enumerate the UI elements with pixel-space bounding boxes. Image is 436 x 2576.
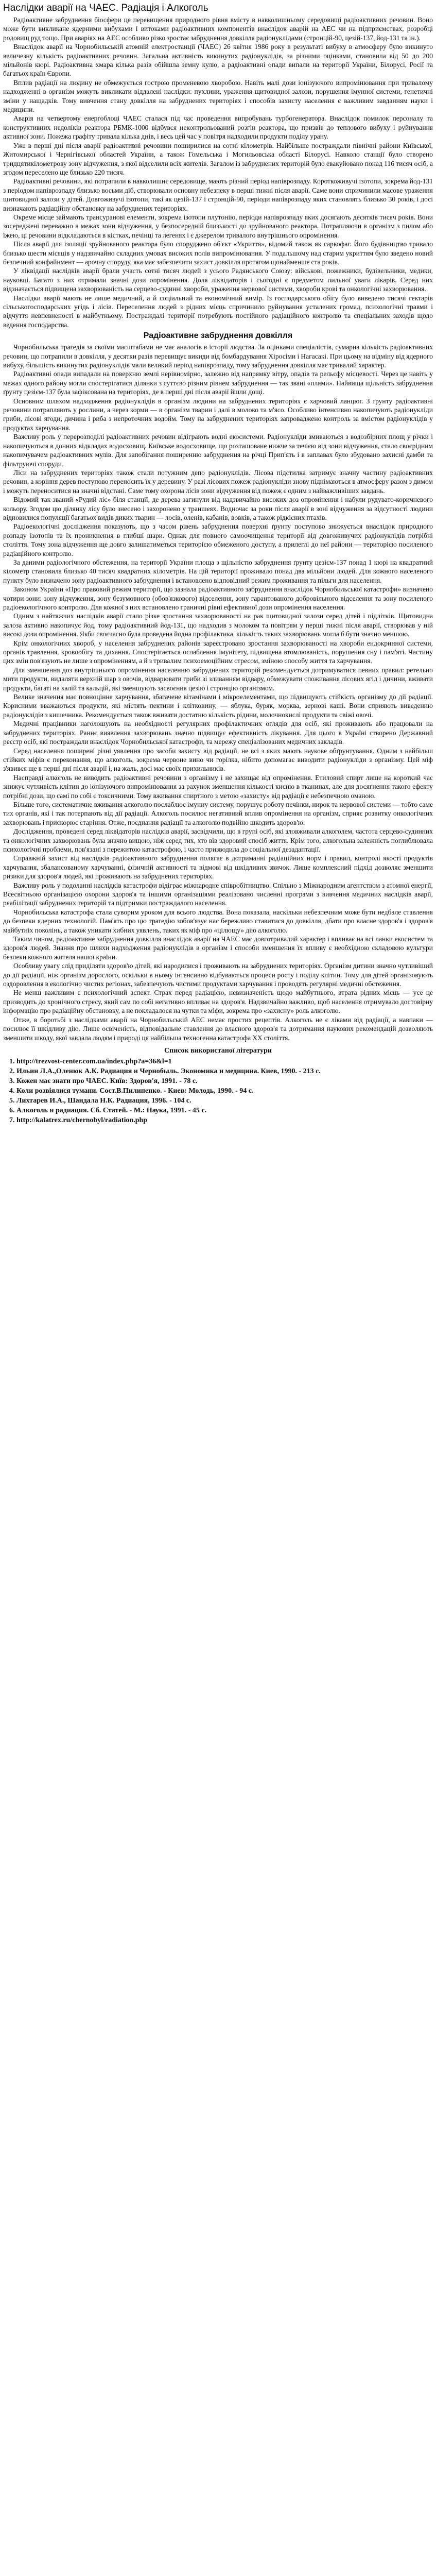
body-paragraph: Медичні працівники наголошують на необхідності регулярних профілактичних оглядів для осіб, які проживають або працювали на забруднених територіях. Раннє виявлення захворювань значно підвищує ефективність лікування. Для цього в Україні створено Державний реєстр осіб, які постраждали внаслідок Чорнобильської катастрофи, та мережу спеціалізованих медичних закладів. [3, 720, 433, 746]
body-paragraph: Радіоактивні опади випадали на поверхню землі нерівномірно, залежно від напрямку вітру, опадів та рельєфу місцевості. Через це навіть у межах одного району могли спостерігатися ділянки з суттєво різним рівнем забруднення — так звані «плями». Найвища щільність забруднення ґрунту цезієм-137 була зафіксована на територіях, де в перші дні після аварії йшли дощі. [3, 370, 433, 396]
body-paragraph: Дослідження, проведені серед ліквідаторів наслідків аварії, засвідчили, що в групі осіб, які зловживали алкоголем, частота серцево-судинних та онкологічних захворювань була значно вищою, ніж серед тих, хто вів здоровий спосіб життя. Крім того, алкогольна залежність поглиблювала психологічні проблеми, пов'язані з пережитою катастрофою, і часто призводила до соціальної дезадаптації. [3, 827, 433, 853]
intro-paragraph: Після аварії для ізоляції зруйнованого реактора було споруджено об'єкт «Укриття», відомий також як саркофаг. Його будівництво тривало близько шести місяців у надзвичайно складних умовах високих полів випромінювання. У подальшому над старим укриттям було зведено новий безпечний конфайнмент — арочну споруду, яка має забезпечити захист довкілля протягом щонайменше ста років. [3, 240, 433, 266]
conclusion-paragraph: Отже, в боротьбі з наслідками аварії на Чорнобильській АЕС немає простих рецептів. Алкоголь не є ліками від радіації, а навпаки — посилює її шкідливу дію. Лише освіченість, відповідальне ставлення до власного здоров'я та дотримання наукових рекомендацій дозволяють зменшити шкоду, якої завдала людям і природі ця найбільша техногенна катастрофа ХХ століття. [3, 1015, 433, 1042]
reference-item: 2. Ильин Л.А.,Оленюк А.К. Радиация и Чернобыль. Экономика и медицина. Киев, 1990. - 213 с. [16, 1066, 433, 1076]
intro-paragraph: Радіоактивні речовини, які потрапили в навколишнє середовище, мають різний період напіврозпаду. Короткоживучі ізотопи, зокрема йод-131 з періодом напіврозпаду близько восьми діб, створювали основну небезпеку в перші тижні після аварії. Саме вони спричинили масове ураження щитовидної залози у дітей. Довгоживучі ізотопи, такі як цезій-137 і стронцій-90, періоди напіврозпаду яких становлять близько 30 років, і досі визначають радіаційну обстановку на забруднених територіях. [3, 177, 433, 212]
body-paragraph: Насправді алкоголь не виводить радіоактивні речовини з організму і не захищає від опромінення. Етиловий спирт лише на короткий час знижує чутливість клітин до іонізуючого випромінювання за рахунок зменшення кількості кисню в тканинах, але для досягнення такого ефекту потрібні дози, що самі по собі є токсичними. Тому вживання спиртного з метою «захисту» від радіації є небезпечною оманою. [3, 773, 433, 800]
reference-item: 5. Лихтарев И.А., Шандала Н.К. Радиация, 1996. - 104 с. [16, 1096, 433, 1106]
intro-paragraph: Радіоактивне забруднення біосфери це перевищення природного рівня вмісту в навколишньому середовищі радіоактивних речовин. Воно може бути викликане ядерними вибухами і витоками радіоактивних компонентів внаслідок аварій на АЕС чи на підприємствах, розробці родовищ руд тощо. При аваріях на АЕС особливо різко зростає забруднення довкілля радіонуклідами (стронцій-90, цезій-137, йод-131 та ін.). [3, 16, 433, 42]
reference-item[interactable]: 7. http://kalatrex.ru/chernobyl/radiation.php [16, 1115, 433, 1125]
conclusion-paragraph: Особливу увагу слід приділяти здоров'ю дітей, які народилися і проживають на забруднених територіях. Організм дитини значно чутливіший до дії радіації, ніж організм дорослого, оскільки в ньому інтенсивно відбуваються процеси росту і поділу клітин. Тому для дітей організовують оздоровлення в екологічно чистих регіонах, забезпечують чистими продуктами харчування і проводять регулярні медичні обстеження. [3, 962, 433, 988]
body-paragraph: Ліси на забруднених територіях також стали потужним депо радіонуклідів. Лісова підстилка затримує значну частину радіоактивних речовин, а коріння дерев поступово переносить їх у деревину. У разі лісових пожеж радіонукліди знову піднімаються в атмосферу разом з димом і можуть переноситися на значні відстані. Саме тому охорона лісів зони відчуження від пожеж є одним з найважливіших завдань. [3, 468, 433, 495]
body-paragraph: Серед населення поширені різні уявлення про засоби захисту від радіації, не всі з яких мають наукове обґрунтування. Одним з найбільш стійких міфів є переконання, що алкоголь, зокрема червоне вино чи горілка, нібито допомагає виводити радіонукліди з організму. Цей міф з'явився ще в перші дні після аварії і, на жаль, досі має своїх прихильників. [3, 747, 433, 773]
reference-item: 6. Алкоголь и радиация. Сб. Статей. - М.: Наука, 1991. - 45 с. [16, 1106, 433, 1115]
body-paragraph: Важливу роль у перерозподілі радіоактивних речовин відіграють водні екосистеми. Радіонукліди змиваються з водозбірних площ у річки і накопичуються в донних відкладах водосховищ. Київське водосховище, що розташоване нижче за течією від зони відчуження, стало своєрідним накопичувачем радіоактивних мулів. Для запобігання поширенню забруднення на річці Прип'ять і в заплавах було збудовано захисні дамби та фільтруючі споруди. [3, 433, 433, 468]
reference-item: 4. Коли розвіялися тумани. Сост.В.Пилипенко. - Киев: Молодь, 1990. - 94 с. [16, 1086, 433, 1096]
reference-item[interactable]: 1. http://trezvost-center.com.ua/index.php?a=36&l=1 [16, 1057, 433, 1066]
conclusion-section [3, 961, 433, 1042]
body-paragraph: Законом України «Про правовий режим території, що зазнала радіоактивного забруднення внаслідок Чорнобильської катастрофи» визначено чотири зони: зону відчуження, зону безумовного (обов'язкового) відселення, зону гарантованого добровільного відселення та зону посиленого радіоекологічного контролю. Для кожної з них встановлено граничні рівні ефективної дози опромінення населення. [3, 585, 433, 611]
page-title: Наслідки аварії на ЧАЕС. Радіація і Алкоголь [3, 3, 208, 13]
body-paragraph: Справжній захист від наслідків радіоактивного забруднення полягає в дотриманні радіаційних норм і правил, контролі якості продуктів харчування, збалансованому харчуванні, фізичній активності та відмові від шкідливих звичок. Лише комплексний підхід дозволяє зменшити ризики для здоров'я людей, які проживають на забруднених територіях. [3, 854, 433, 880]
intro-paragraph: Окреме місце займають трансуранові елементи, зокрема ізотопи плутонію, періоди напіврозпаду яких досягають десятків тисяч років. Вони зосереджені переважно в межах зони відчуження, у безпосередній близькості до зруйнованого реактора. Потрапляючи в організм з пилом або їжею, ці речовини відкладаються в кістках, печінці та легенях і є джерелом тривалого внутрішнього опромінення. [3, 213, 433, 239]
body-paragraph: Таким чином, радіоактивне забруднення довкілля внаслідок аварії на ЧАЕС має довготривалий характер і впливає на всі ланки екосистем та здоров'я людей. Знання про шляхи надходження радіонуклідів в організм і способи зменшення їх впливу є необхідною складовою культури безпеки кожного жителя нашої країни. [3, 935, 433, 961]
body-paragraph: Чорнобильська катастрофа стала суворим уроком для всього людства. Вона показала, наскільки небезпечним може бути недбале ставлення до безпеки ядерних технологій. Пам'ять про цю трагедію зобов'язує нас бережливо ставитися до довкілля, дбати про власне здоров'я і здоров'я майбутніх поколінь, а також уникати хибних уявлень, таких як міф про «цілющу» дію алкоголю. [3, 908, 433, 934]
references-heading: Список використаної літератури [164, 1046, 272, 1055]
reference-item: 3. Кожен має знати про ЧАЕС. Київ: Здоров'я, 1991. - 78 с. [16, 1076, 433, 1086]
conclusion-paragraph: Не менш важливим є психологічний аспект. Страх перед радіацією, невизначеність щодо майбутнього, втрата рідних місць — усе це призводить до хронічного стресу, який сам по собі негативно впливає на здоров'я. Надзвичайно важливо, щоб населення отримувало достовірну інформацію про радіаційну обстановку, а не покладалося на чутки та міфи, зокрема про «захисну» роль алкоголю. [3, 989, 433, 1015]
body-paragraph: Крім онкологічних хвороб, у населення забруднених районів зареєстровано зростання захворюваності на хвороби ендокринної системи, органів травлення, кровообігу та дихання. Спостерігається ослаблення імунітету, підвищена втомлюваність, порушення сну і пам'яті. Частину цих змін пов'язують не лише з опроміненням, а й з тривалим психоемоційним стресом, зміною способу життя та харчування. [3, 639, 433, 665]
body-paragraph: Відомий так званий «Рудий ліс» біля станції, де дерева загинули від надзвичайно високих доз опромінення і набули рудувато-коричневого кольору. Згодом цю ділянку лісу було знесено і захоронено у траншеях. Водночас за роки після аварії в зоні відчуження за відсутності людини відновилися популяції багатьох видів диких тварин — лосів, оленів, кабанів, вовків, а також рідкісних птахів. [3, 496, 433, 521]
intro-paragraph: Внаслідок аварії на Чорнобильській атомній електростанції (ЧАЕС) 26 квітня 1986 року в результаті вибуху в атмосферу було викинуто величезну кількість радіоактивних речовин. Загальна активність викинутих радіонуклідів, за різними оцінками, становила від 50 до 200 мільйонів кюрі. Радіоактивна хмара кілька разів обійшла земну кулю, а радіоактивні опади випали на території України, Білорусі, Росії та багатьох країн Європи. [3, 43, 433, 78]
body-paragraph: Велике значення має повноцінне харчування, збагачене вітамінами і мікроелементами, що підвищують стійкість організму до дії радіації. Корисними вважаються продукти, які містять пектини і клітковину, — яблука, буряк, морква, зернові каші. Вони сприяють виведенню радіонуклідів з кишечника. Рекомендується також вживати достатню кількість рідини, молочнокислі продукти та свіжі овочі. [3, 693, 433, 719]
body-paragraph: Радіоекологічні дослідження показують, що з часом рівень забруднення поверхні ґрунту поступово знижується внаслідок природного розпаду ізотопів та їх проникнення в глибші шари. Однак для повного самоочищення території від довгоживучих радіонуклідів потрібні століття. Тому зона відчуження ще довго залишатиметься територією обмеженого доступу, а прилеглі до неї райони — територією посиленого радіаційного контролю. [3, 522, 433, 557]
article [0, 0, 436, 1125]
intro-paragraph: Наслідки аварії мають не лише медичний, а й соціальний та економічний вимір. Із господарського обігу було виведено тисячі гектарів сільськогосподарських угідь і лісів. Переселення людей з рідних місць спричинило руйнування усталених громад, психологічні травми і відчуття невпевненості в майбутньому. Постраждалі території потребують постійного радіаційного контролю та спеціальних заходів щодо ведення господарства. [3, 294, 433, 329]
body-paragraph: За даними радіологічного обстеження, на території України площа з щільністю забруднення ґрунту цезієм-137 понад 1 кюрі на квадратний кілометр становила близько 40 тисяч квадратних кілометрів. На цій території проживало понад два мільйони людей. Для кожного населеного пункту було визначено зону радіоактивного забруднення і встановлено відповідний режим проживання та пільги для населення. [3, 558, 433, 584]
body-paragraph: Одним з найтяжчих наслідків аварії стало різке зростання захворюваності на рак щитовидної залози серед дітей і підлітків. Щитовидна залоза активно накопичує йод, тому радіоактивний йод-131, що надходив з молоком та повітрям у перші тижні після аварії, створював у ній високі дози опромінення. Якби своєчасно була проведена йодна профілактика, кількість таких захворювань могла б бути значно меншою. [3, 612, 433, 638]
body-paragraph: Основним шляхом надходження радіонуклідів в організм людини на забруднених територіях є харчовий ланцюг. З ґрунту радіоактивні речовини потрапляють у рослини, а через корми — в організм тварин і далі в молоко та м'ясо. Особливо інтенсивно накопичують радіонукліди гриби, лісові ягоди, дичина і риба з непроточних водойм. Тому на забруднених територіях запроваджено контроль за вмістом радіонуклідів у продуктах харчування. [3, 397, 433, 432]
intro-paragraph: Вплив радіації на людину не обмежується гострою променевою хворобою. Навіть малі дози іонізуючого випромінювання при тривалому надходженні в організм можуть викликати віддалені наслідки: пухлини, ураження щитовидної залози, порушення імунної системи, генетичні зміни у нащадків. Тому вивчення стану довкілля на забруднених територіях і способів захисту населення є важливим завданням науки і медицини. [3, 78, 433, 114]
body-paragraph: Чорнобильська трагедія за своїми масштабами не має аналогів в історії людства. За оцінками спеціалістів, сумарна кількість радіоактивних речовин, що потрапили в довкілля, у десятки разів перевищує викиди від бомбардування Хіросіми і Нагасакі. При цьому на відміну від ядерного вибуху, більшість викинутих радіонуклідів мали великий період напіврозпаду, тому забруднення довкілля має тривалий характер. [3, 343, 433, 369]
body-paragraph: Важливу роль у подоланні наслідків катастрофи відіграє міжнародне співробітництво. Спільно з Міжнародним агентством з атомної енергії, Всесвітньою організацією охорони здоров'я та іншими організаціями реалізовано численні програми з вивчення медичних наслідків аварії, реабілітації забруднених територій та підтримки постраждалого населення. [3, 881, 433, 907]
intro-paragraph: Уже в перші дні після аварії радіоактивні речовини поширилися на сотні кілометрів. Найбільше постраждали північні райони Київської, Житомирської і Чернігівської областей України, а також Гомельська і Могильовська області Білорусі. Навколо станції було створено тридцятикілометрову зону відчуження, з якої відселили всіх жителів. Загалом із забруднених територій було евакуйовано понад 116 тисяч осіб, а згодом переселено ще близько 220 тисяч. [3, 141, 433, 176]
intro-paragraph: У ліквідації наслідків аварії брали участь сотні тисяч людей з усього Радянського Союзу: військові, пожежники, будівельники, медики, науковці. Багато з них отримали значні дози опромінення. Доля ліквідаторів і сьогодні є предметом пильної уваги лікарів. Серед них відзначається підвищена захворюваність на серцево-судинні хвороби, ураження нервової системи, хвороби крові та онкологічні захворювання. [3, 267, 433, 293]
body-section [3, 343, 433, 961]
body-paragraph: Більше того, систематичне вживання алкоголю послаблює імунну систему, порушує роботу печінки, нирок та нервової системи — тобто саме тих органів, які і так потерпають від дії радіації. Алкоголь посилює негативний вплив опромінення на організм, сприяє розвитку онкологічних захворювань і прискорює старіння. Отже, поєднання радіації та алкоголю подвійно шкодить здоров'ю. [3, 800, 433, 826]
intro-section [3, 15, 433, 329]
references-list [3, 1057, 433, 1125]
section-heading: Радіоактивне забруднення довкілля [143, 331, 293, 341]
body-paragraph: Для зменшення доз внутрішнього опромінення населенню забруднених територій рекомендується дотримуватися певних правил: ретельно мити продукти, видаляти верхній шар з овочів, відварювати гриби зі зливанням відвару, обмежувати споживання лісових ягід і дичини, вживати продукти, багаті на калій та кальцій, які зменшують засвоєння цезію і стронцію організмом. [3, 666, 433, 692]
intro-paragraph: Аварія на четвертому енергоблоці ЧАЕС сталася під час проведення випробувань турбогенератора. Внаслідок помилок персоналу та конструктивних недоліків реактора РБМК-1000 відбувся неконтрольований розгін реактора, що призвів до теплового вибуху і руйнування активної зони. Пожежа графіту тривала кілька днів, і весь цей час у повітря надходили продукти поділу урану. [3, 114, 433, 141]
